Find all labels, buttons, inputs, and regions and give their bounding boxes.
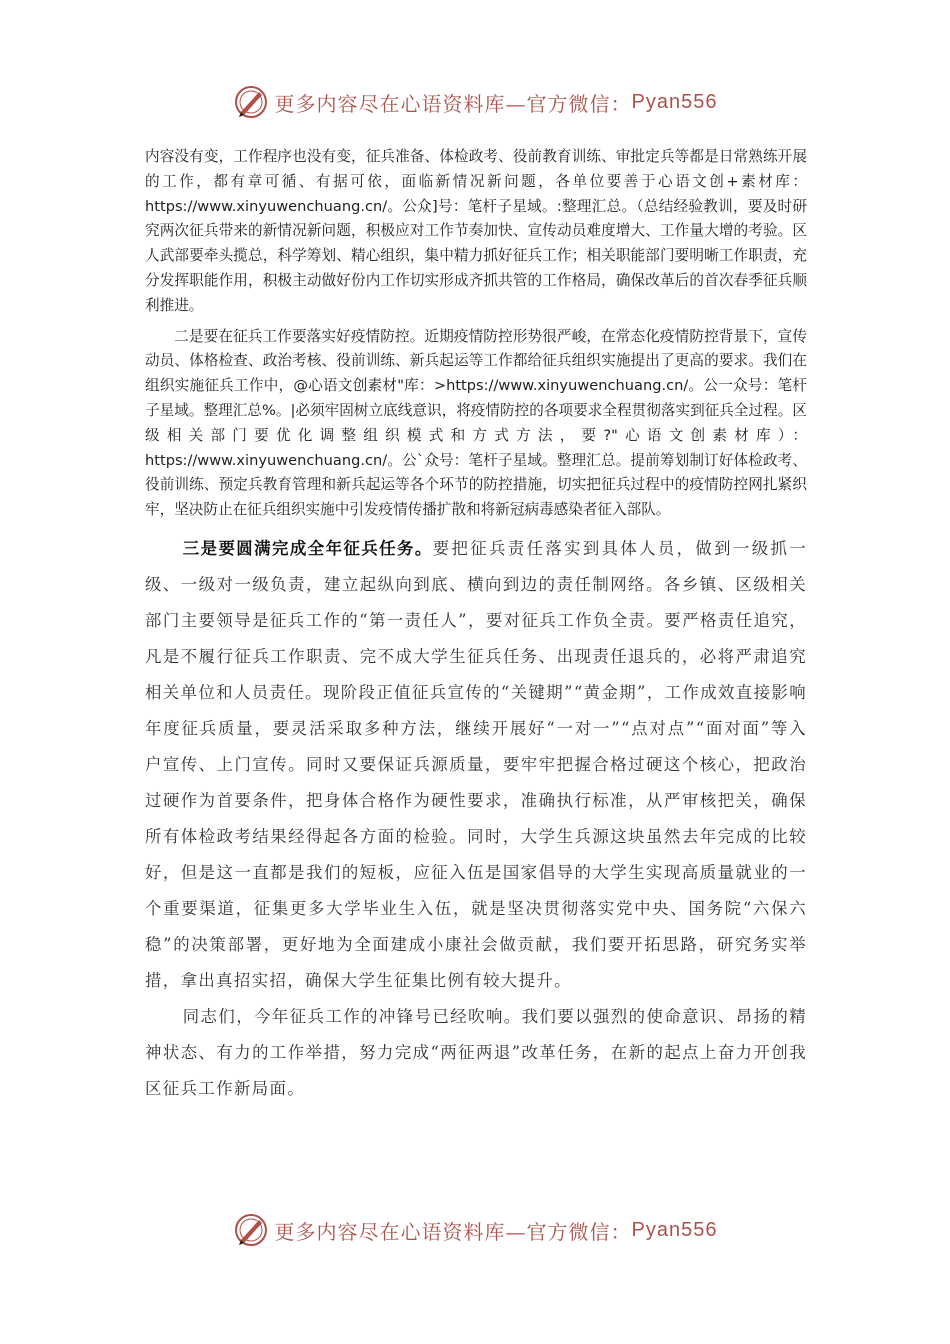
footer-banner (0, 1210, 950, 1250)
footer-banner-text: 更多内容尽在心语资料库—官方微信： (274, 1219, 632, 1244)
paragraph-1: 内容没有变，工作程序也没有变，征兵准备、体检政考、役前教育训练、审批定兵等都是日常熟练开展的工作，都有章可循、有据可依，面临新情况新问题，各单位要善于心语文创+素材库：https://www.xinyuwenchuang.cn/。公众]号：笔杆子星域。:整理汇总。（总结经验教训，要及时研究两次征兵带来的新情况新问题，积极应对工作节奏加快、宣传动员难度增大、工作量大增的考验。区人武部要牵头揽总，科学筹划、精心组织，集中精力抓好征兵工作；相关职能部门要明晰工作职责，充分发挥职能作用，积极主动做好份内工作切实形成齐抓共管的工作格局，确保改革后的首次春季征兵顺利推进。 (145, 148, 807, 314)
footer-banner-handle: Pyan556 (631, 1218, 718, 1241)
pen-logo-icon (233, 1212, 269, 1248)
pen-logo-icon (233, 84, 269, 120)
header-banner (0, 82, 950, 122)
paragraph-2: 二是要在征兵工作要落实好疫情防控。近期疫情防控形势很严峻，在常态化疫情防控背景下，宣传动员、体格检查、政治考核、役前训练、新兵起运等工作都给征兵组织实施提出了更高的要求。我们在组织实施征兵工作中，@心语文创素材"库：>https://www.xinyuwenchuang.cn/。公一众号：笔杆子星域。整理汇总%。|必须牢固树立底线意识，将疫情防控的各项要求全程贯彻落实到征兵全过程。区级相关部门要优化调整组织模式和方式方法，要?"心语文创素材库）：https://www.xinyuwenchuang.cn/。公`众号：笔杆子星域。整理汇总。提前筹划制订好体检政考、役前训练、预定兵教育管理和新兵起运等各个环节的防控措施，切实把征兵过程中的疫情防控网扎紧织牢，坚决防止在征兵组织实施中引发疫情传播扩散和将新冠病毒感染者征入部队。 (145, 327, 807, 519)
paragraph-3 (145, 531, 807, 999)
paragraph-3-lead: 三是要圆满完成全年征兵任务。 (182, 538, 433, 558)
paragraph-4: 同志们，今年征兵工作的冲锋号已经吹响。我们要以强烈的使命意识、昂扬的精神状态、有力的工作举措，努力完成“两征两退”改革任务，在新的起点上奋力开创我区征兵工作新局面。 (145, 1006, 807, 1098)
document-body (145, 145, 807, 1107)
paragraph-3-text: 要把征兵责任落实到具体人员，做到一级抓一级、一级对一级负责，建立起纵向到底、横向到边的责任制网络。各乡镇、区级相关部门主要领导是征兵工作的“第一责任人”，要对征兵工作负全责。要严格责任追究，凡是不履行征兵工作职责、完不成大学生征兵任务、出现责任退兵的，必将严肃追究相关单位和人员责任。现阶段正值征兵宣传的“关键期”“黄金期”，工作成效直接影响年度征兵质量，要灵活采取多种方法，继续开展好“一对一”“点对点”“面对面”等入户宣传、上门宣传。同时又要保证兵源质量，要牢牢把握合格过硬这个核心，把政治过硬作为首要条件，把身体合格作为硬性要求，准确执行标准，从严审核把关，确保所有体检政考结果经得起各方面的检验。同时，大学生兵源这块虽然去年完成的比较好，但是这一直都是我们的短板，应征入伍是国家倡导的大学生实现高质量就业的一个重要渠道，征集更多大学毕业生入伍，就是坚决贯彻落实党中央、国务院“六保六稳”的决策部署，更好地为全面建成小康社会做贡献，我们要开拓思路，研究务实举措，拿出真招实招，确保大学生征集比例有较大提升。 (145, 538, 808, 990)
header-banner-text: 更多内容尽在心语资料库—官方微信： (274, 91, 632, 116)
header-banner-handle: Pyan556 (631, 90, 718, 113)
